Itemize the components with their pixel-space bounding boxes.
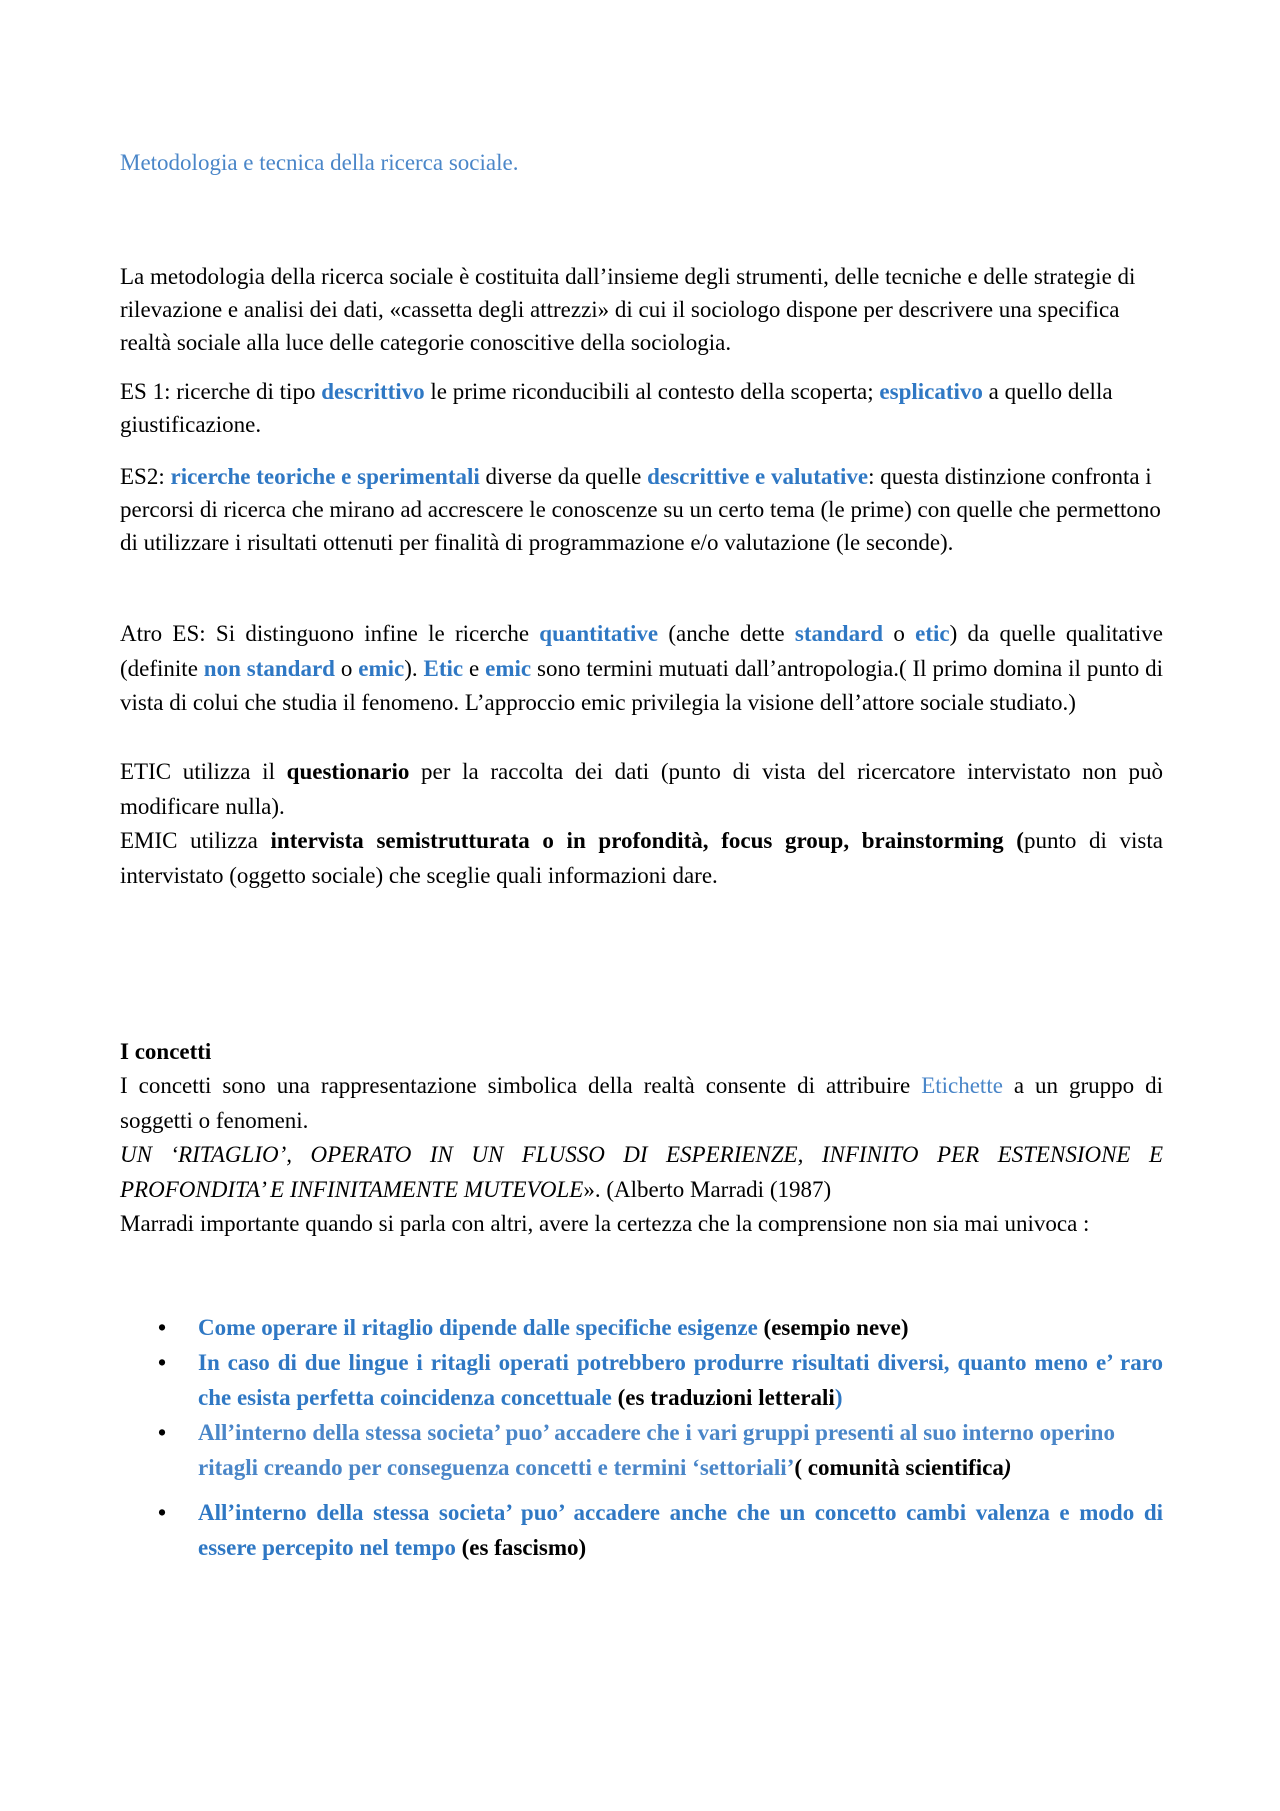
bullet-icon: • [158,1315,167,1340]
es3-text-2: (anche dette [658,621,795,646]
es3-highlight-etic-2: Etic [423,655,464,681]
list-item [120,1345,1163,1415]
quote-paragraph [120,1138,1163,1207]
es3-highlight-standard: standard [794,621,884,646]
es3-text-5: o [334,655,359,681]
es1-paragraph [120,375,1163,441]
es3-text-8: sono termini mutuati dall’antropologia.( Il primo domina il punto di vista di colui che studia il fenomeno. L’approccio emic privilegia la visione dell’attore sociale studiato.) [120,655,1163,715]
bullet-blue-text: In caso di due lingue i ritagli operati potrebbero produrre risultati diversi, quanto meno e’ raro che esista perfetta coincidenza concettuale [198,1350,1163,1410]
es2-text-3: : questa distinzione confronta i percorsi di ricerca che mirano ad accrescere le conoscenze su un certo tema (le prime) con quelle che permettono di utilizzare i risultati ottenuti per finalità di programmazione e/o valutazione (le seconde). [120,464,1161,555]
es3-text-7: e [463,655,486,681]
etic-bold-questionario: questionario [286,759,410,784]
es2-highlight-teoriche: ricerche teoriche e sperimentali [170,464,480,489]
quote-end: ». [583,1176,601,1202]
list-item [120,1415,1163,1485]
section-heading-concetti: I concetti [120,1039,212,1064]
es2-paragraph [120,460,1163,559]
es3-highlight-non-standard: non standard [203,655,335,681]
marradi-quote: UN ‘RITAGLIO’, OPERATO IN UN FLUSSO DI ESPERIENZE, INFINITO PER ESTENSIONE E PROFONDITA’ E INFINITAMENTE MUTEVOLE [120,1142,1163,1202]
list-item [120,1310,1163,1345]
etic-paragraph [120,755,1163,824]
bullet-list [120,1310,1163,1565]
bullet-icon: • [158,1420,167,1445]
es2-text-1: ES2: [120,464,171,489]
es3-highlight-quantitative: quantitative [539,621,659,646]
es3-highlight-emic: emic [358,655,405,681]
bullet-black-text: ( comunità scientifica [794,1455,1004,1480]
bullet-blue-text: All’interno della stessa societa’ puo’ accadere anche che un concetto cambi valenza e modo di essere percepito nel tempo [198,1500,1163,1560]
emic-bold-techniques: intervista semistrutturata o in profondità, focus group, brainstorming ( [270,828,1024,853]
quote-author: (Alberto Marradi (1987) [600,1176,832,1202]
es2-highlight-descrittive: descrittive e valutative [647,464,869,489]
bullet-black-text: (es traduzioni letterali [611,1385,835,1410]
es1-text-1: ES 1: ricerche di tipo [120,379,322,404]
emic-paragraph [120,824,1163,893]
es3-highlight-etic: etic [915,621,950,646]
bullet-blue-text: All’interno della stessa societa’ puo’ accadere che i vari gruppi presenti al suo interno operino ritagli creando per conseguenza concetti e termini ‘settoriali’ [198,1420,1115,1480]
concetti-paragraph [120,1069,1163,1138]
list-item [120,1495,1163,1565]
etic-text-2: per la raccolta dei dati (punto di vista del ricercatore intervistato non può modificare nulla). [120,759,1163,819]
etic-text-1: ETIC utilizza il [120,759,287,784]
marradi-paragraph: Marradi importante quando si parla con altri, avere la certezza che la comprensione non sia mai univoca : [120,1211,1090,1236]
es1-text-2: le prime riconducibili al contesto della scoperta; [424,379,880,404]
es3-text-3: o [883,621,916,646]
es3-text-6: ). [404,655,424,681]
bullet-blue-text: Come operare il ritaglio dipende dalle specifiche esigenze [198,1315,758,1340]
bullet-black-text: (esempio neve) [757,1315,909,1340]
es1-text-3: a quello della giustificazione. [120,379,1113,437]
page-title: Metodologia e tecnica della ricerca sociale. [120,150,519,175]
es3-text-1: Atro ES: Si distinguono infine le ricerche [120,621,540,646]
emic-text-2: punto di vista intervistato (oggetto sociale) che sceglie quali informazioni dare. [120,828,1163,888]
es1-highlight-esplicativo: esplicativo [879,379,983,404]
bullet-icon: • [158,1350,167,1375]
bullet-tail: ) [1003,1455,1012,1480]
es3-text-4: ) da quelle qualitative (definite [120,621,1164,681]
bullet-tail: ) [834,1385,843,1410]
es2-text-2: diverse da quelle [479,464,648,489]
concetti-text-1: I concetti sono una rappresentazione simbolica della realtà consente di attribuire [120,1073,922,1098]
intro-paragraph: La metodologia della ricerca sociale è costituita dall’insieme degli strumenti, delle tecniche e delle strategie di rilevazione e analisi dei dati, «cassetta degli attrezzi» di cui il sociologo dispone per descrivere una specifica realtà sociale alla luce delle categorie conoscitive della sociologia. [120,264,1136,355]
es3-highlight-emic-2: emic [485,655,532,681]
concetti-text-2: a un gruppo di soggetti o fenomeni. [120,1073,1163,1133]
es1-highlight-descrittivo: descrittivo [321,379,425,404]
emic-text-1: EMIC utilizza [120,828,271,853]
concetti-etichette: Etichette [921,1073,1003,1098]
bullet-black-text: (es fascismo) [455,1535,587,1560]
bullet-icon: • [158,1500,167,1525]
es3-paragraph [120,617,1163,721]
